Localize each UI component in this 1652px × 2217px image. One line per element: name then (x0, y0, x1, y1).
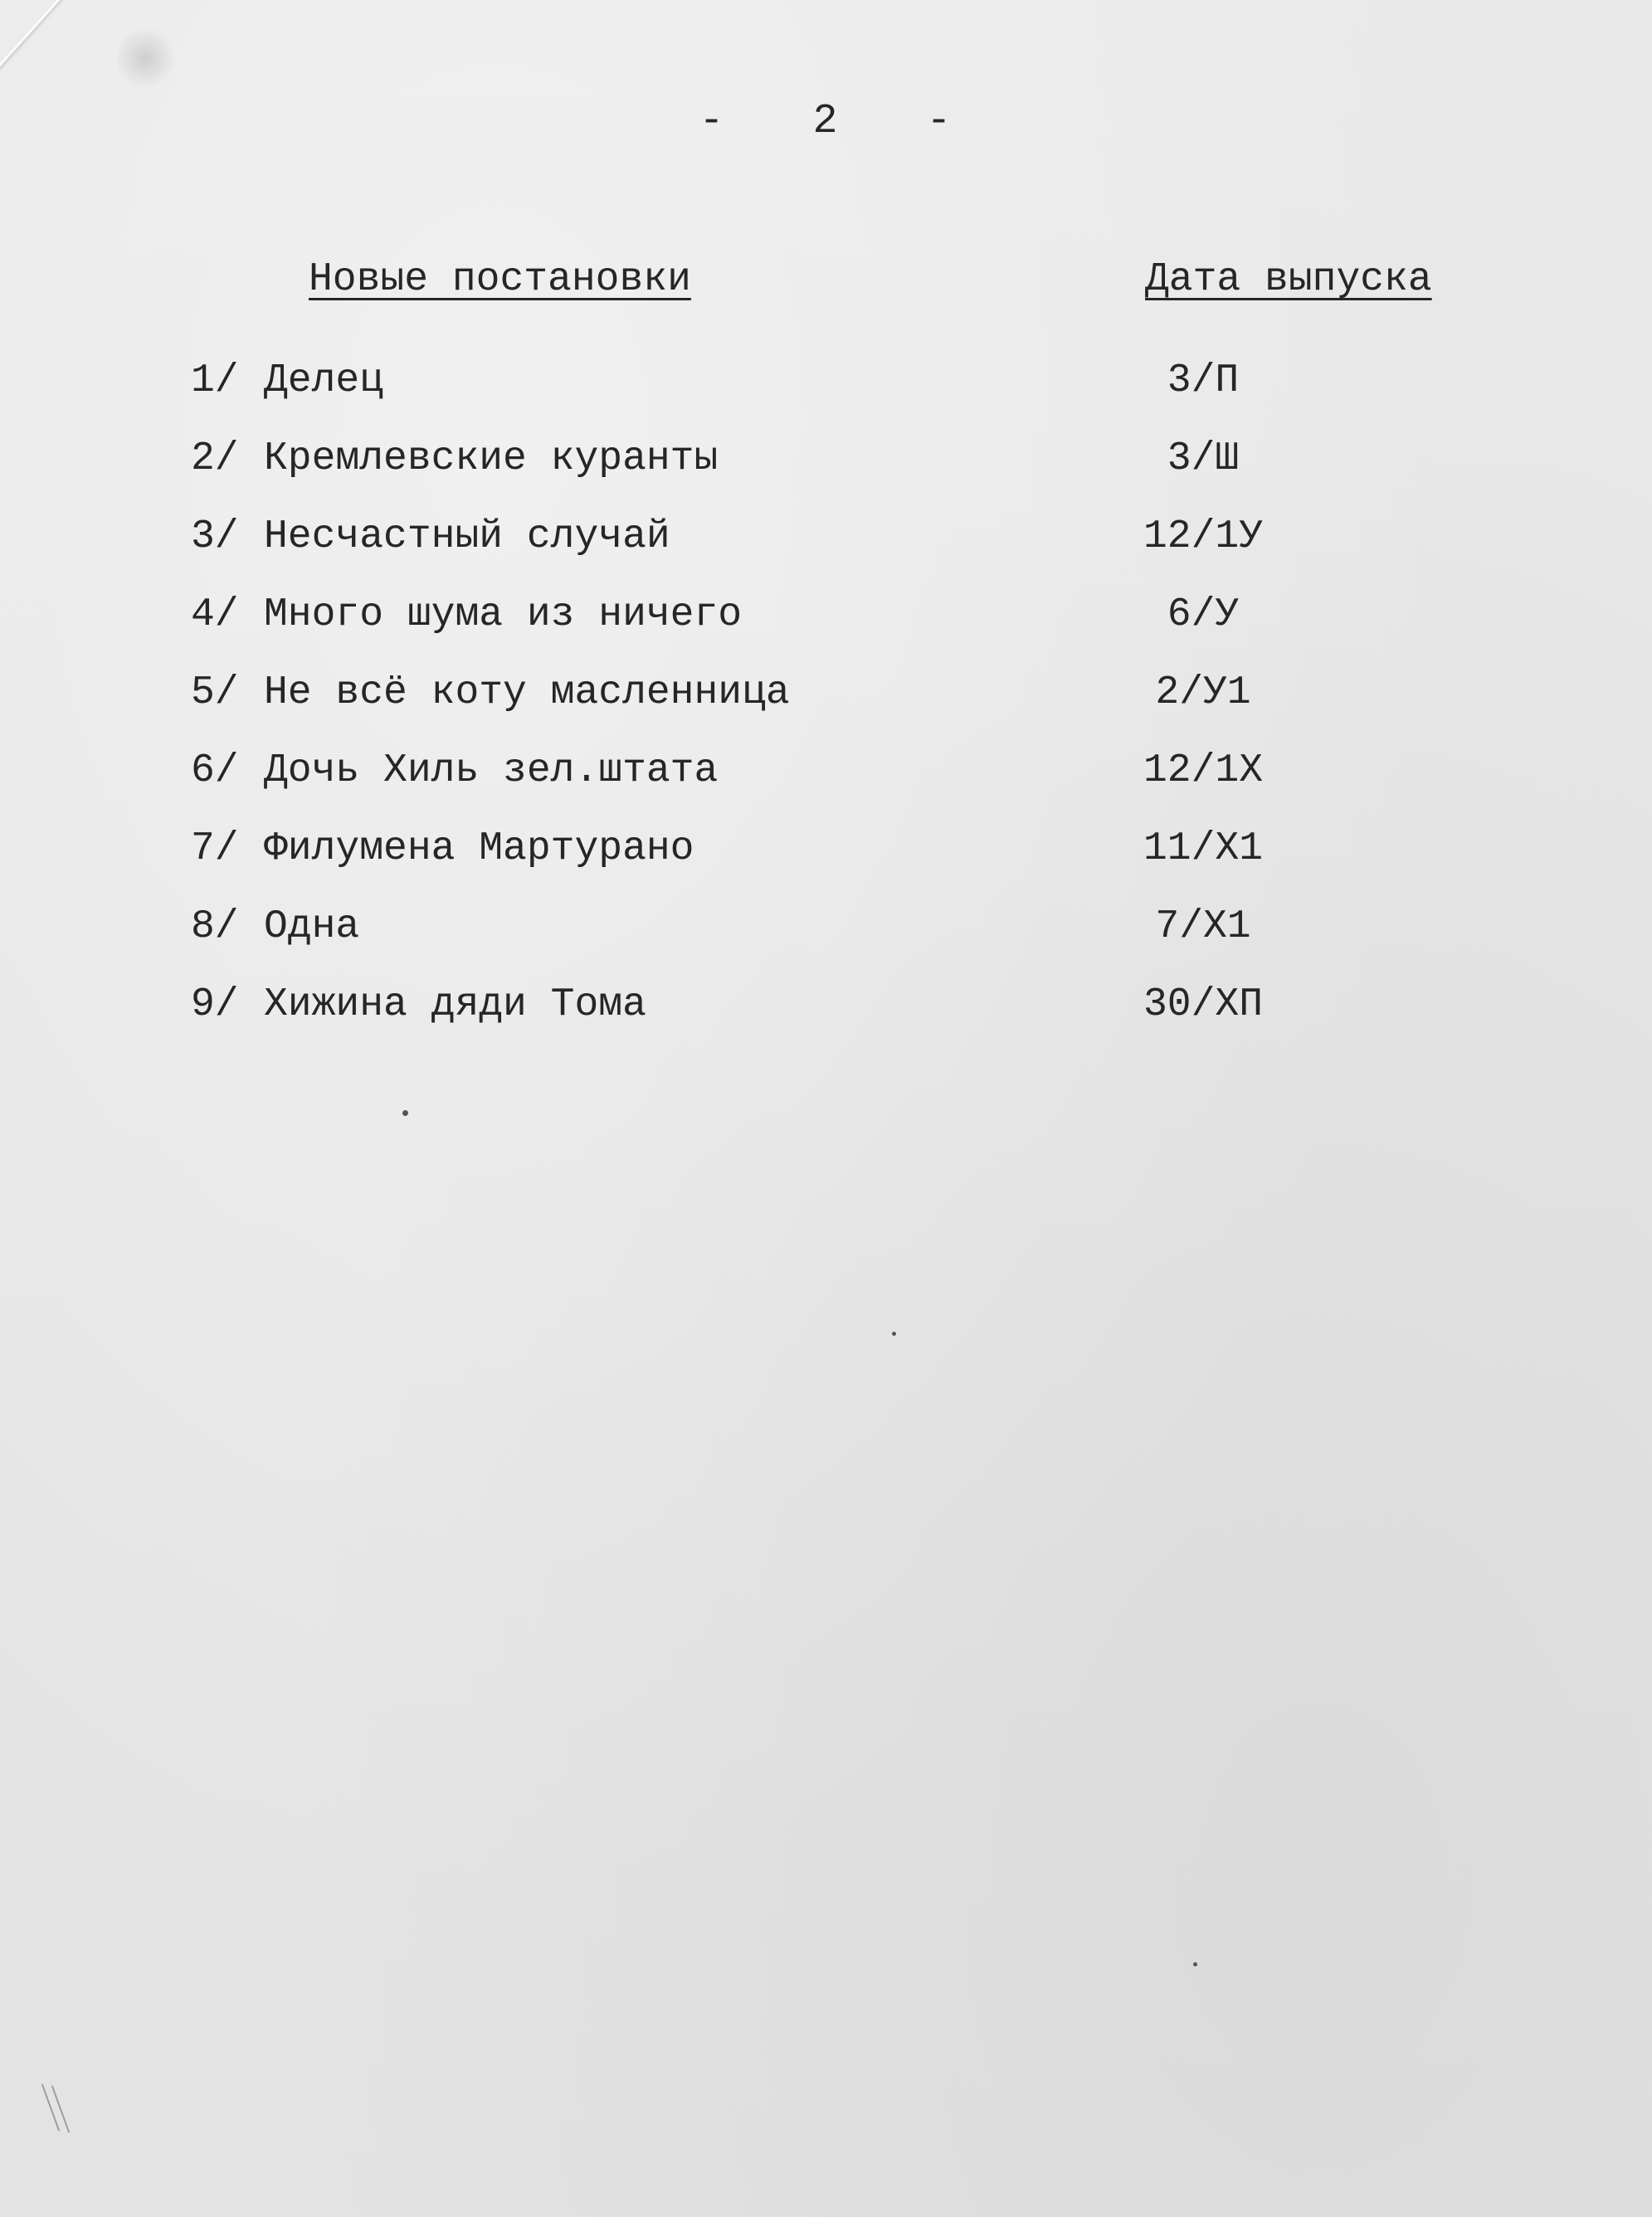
item-date: 7/Х1 (1155, 904, 1251, 949)
item-title: Хижина дяди Тома (264, 982, 646, 1027)
list-item (0, 670, 1652, 748)
item-date: 11/Х1 (1143, 826, 1264, 871)
list-item (0, 904, 1652, 982)
list-item (0, 748, 1652, 826)
item-title: Не всё коту масленница (264, 670, 790, 715)
item-date: 2/У1 (1155, 670, 1251, 715)
ink-speck (402, 1110, 408, 1116)
page-number-right-dash: - (926, 98, 953, 145)
item-number: 6/ (191, 748, 239, 793)
item-number: 7/ (191, 826, 239, 871)
item-title: Кремлевские куранты (264, 436, 719, 481)
item-date: 12/1Х (1143, 748, 1264, 793)
item-number: 3/ (191, 514, 239, 559)
ink-speck (1193, 1962, 1197, 1966)
edge-mark (51, 2085, 70, 2132)
header-release-date: Дата выпуска (1145, 257, 1432, 302)
ink-speck (892, 1332, 896, 1336)
header-new-productions: Новые постановки (309, 257, 691, 302)
item-number: 9/ (191, 982, 239, 1027)
item-title: Делец (264, 358, 384, 403)
item-date: 30/ХП (1143, 982, 1264, 1027)
item-number: 4/ (191, 592, 239, 637)
item-title: Филумена Мартурано (264, 826, 694, 871)
item-date: 3/П (1167, 358, 1240, 403)
page-number-left-dash: - (699, 98, 726, 145)
item-title: Несчастный случай (264, 514, 670, 559)
item-date: 3/Ш (1167, 436, 1240, 481)
list-item (0, 592, 1652, 670)
item-date: 12/1У (1143, 514, 1264, 559)
item-number: 1/ (191, 358, 239, 403)
list-item (0, 514, 1652, 592)
page-number-value: 2 (812, 98, 840, 145)
item-number: 5/ (191, 670, 239, 715)
item-title: Много шума из ничего (264, 592, 743, 637)
item-title: Дочь Хиль зел.штата (264, 748, 719, 793)
list-item (0, 826, 1652, 904)
page-number (0, 98, 1652, 145)
productions-list (0, 358, 1652, 1060)
corner-smudge (116, 25, 174, 91)
list-item (0, 982, 1652, 1060)
edge-mark (41, 2083, 60, 2131)
list-item (0, 358, 1652, 436)
item-number: 2/ (191, 436, 239, 481)
item-title: Одна (264, 904, 360, 949)
item-date: 6/У (1167, 592, 1240, 637)
item-number: 8/ (191, 904, 239, 949)
list-item (0, 436, 1652, 514)
